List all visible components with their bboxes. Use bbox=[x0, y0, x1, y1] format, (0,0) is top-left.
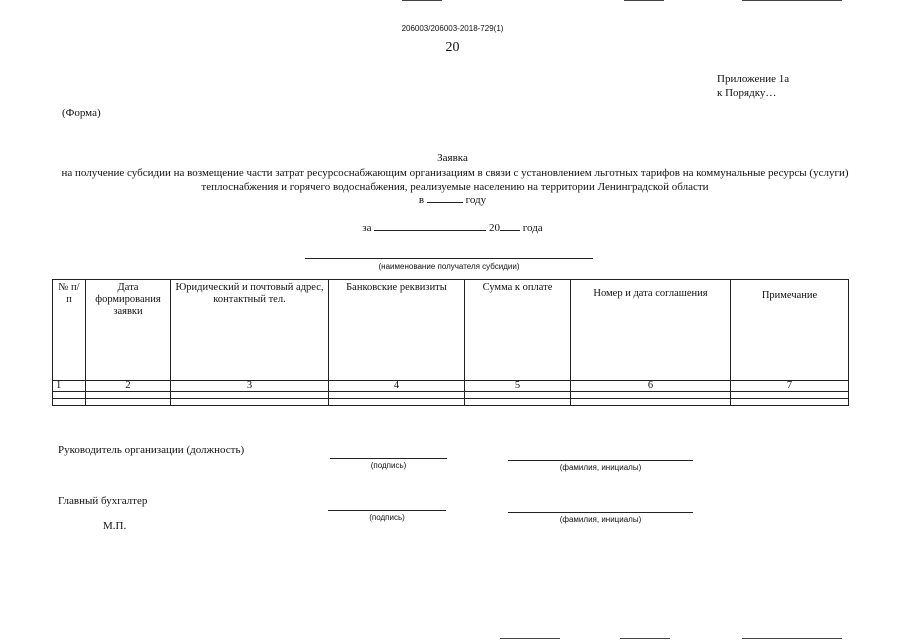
table-cell[interactable] bbox=[53, 392, 86, 399]
table-cell[interactable] bbox=[571, 392, 731, 399]
column-number: 5 bbox=[465, 381, 571, 392]
scan-edge-line bbox=[742, 638, 842, 639]
recipient-caption: (наименование получателя субсидии) bbox=[378, 262, 520, 271]
form-label: (Форма) bbox=[62, 107, 101, 119]
column-header: Банковские реквизиты bbox=[329, 280, 465, 381]
column-number: 2 bbox=[86, 381, 171, 392]
table-header-row bbox=[53, 280, 849, 381]
column-number: 4 bbox=[329, 381, 465, 392]
head-signature-label: Руководитель организации (должность) bbox=[58, 444, 245, 456]
year-suffix: году bbox=[465, 194, 487, 206]
period-line bbox=[0, 221, 905, 234]
year-prefix: в bbox=[418, 194, 425, 206]
scan-edge-line bbox=[742, 0, 842, 1]
column-header: № п/п bbox=[53, 280, 86, 381]
head-signature-caption: (подпись) bbox=[370, 461, 407, 470]
period-prefix: за bbox=[362, 222, 372, 234]
column-number: 3 bbox=[171, 381, 329, 392]
year-line bbox=[0, 193, 905, 206]
application-table bbox=[52, 279, 849, 406]
head-name-caption: (фамилия, инициалы) bbox=[559, 463, 642, 472]
table-cell[interactable] bbox=[465, 392, 571, 399]
table-cell[interactable] bbox=[465, 399, 571, 406]
accountant-name-line[interactable] bbox=[508, 512, 693, 513]
accountant-signature-label: Главный бухгалтер bbox=[58, 495, 148, 507]
table-cell[interactable] bbox=[86, 399, 171, 406]
period-year-prefix: 20 bbox=[489, 222, 501, 234]
appendix-reference bbox=[717, 72, 789, 100]
column-header: Номер и дата соглашения bbox=[571, 280, 731, 381]
scan-edge-line bbox=[500, 638, 560, 639]
period-year-blank[interactable] bbox=[500, 221, 520, 231]
period-blank[interactable] bbox=[374, 221, 486, 231]
table-cell[interactable] bbox=[731, 392, 849, 399]
column-header: Дата формирования заявки bbox=[86, 280, 171, 381]
head-name-line[interactable] bbox=[508, 460, 693, 461]
accountant-signature-caption: (подпись) bbox=[369, 513, 405, 522]
head-signature-line[interactable] bbox=[330, 458, 447, 459]
accountant-signature-line[interactable] bbox=[328, 510, 446, 511]
column-number: 1 bbox=[53, 381, 86, 392]
period-suffix: года bbox=[522, 222, 543, 234]
column-number: 6 bbox=[571, 381, 731, 392]
year-blank[interactable] bbox=[427, 193, 463, 203]
table-cell[interactable] bbox=[329, 399, 465, 406]
column-header: Примечание bbox=[731, 280, 849, 381]
table-cell[interactable] bbox=[86, 392, 171, 399]
scan-edge-line bbox=[624, 0, 664, 1]
table-cell[interactable] bbox=[329, 392, 465, 399]
table-row bbox=[53, 392, 849, 399]
appendix-line: к Порядку… bbox=[717, 87, 777, 99]
scan-edge-line bbox=[620, 638, 670, 639]
accountant-name-caption: (фамилия, инициалы) bbox=[559, 515, 642, 524]
stamp-placeholder: М.П. bbox=[103, 520, 127, 532]
scan-edge-line bbox=[402, 0, 442, 1]
table-number-row bbox=[53, 381, 849, 392]
table-cell[interactable] bbox=[171, 392, 329, 399]
document-description: на получение субсидии на возмещение части затрат ресурсоснабжающим организациям в связи с установлением льготных тарифов на коммунальные ресурсы (услуги) теплоснабжения и горячего водоснабжения, реализуемые населению на территории Ленинградской области bbox=[61, 167, 849, 193]
table-cell[interactable] bbox=[731, 399, 849, 406]
column-number: 7 bbox=[731, 381, 849, 392]
table-cell[interactable] bbox=[171, 399, 329, 406]
column-header: Юридический и почтовый адрес, контактный тел. bbox=[171, 280, 329, 381]
table-cell[interactable] bbox=[53, 399, 86, 406]
page-number: 20 bbox=[445, 40, 460, 55]
document-number: 206003/206003-2018-729(1) bbox=[401, 24, 504, 33]
table-row bbox=[53, 399, 849, 406]
column-header: Сумма к оплате bbox=[465, 280, 571, 381]
recipient-name-line[interactable] bbox=[305, 258, 593, 259]
table-cell[interactable] bbox=[571, 399, 731, 406]
document-title: Заявка bbox=[437, 152, 468, 164]
appendix-line: Приложение 1а bbox=[717, 73, 790, 85]
